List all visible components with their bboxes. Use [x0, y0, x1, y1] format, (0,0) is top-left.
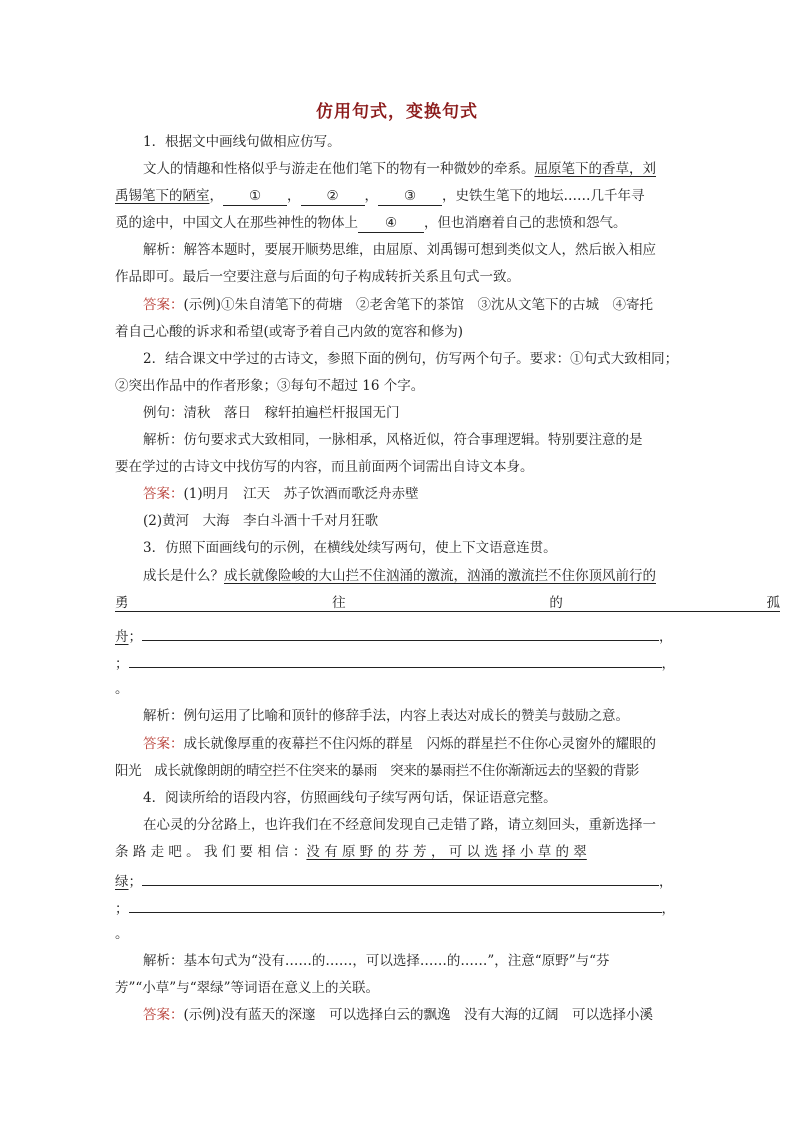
q1-text-line-1: 文人的情趣和性格似乎与游走在他们笔下的物有一种微妙的牵系。屈原笔下的香草，刘 [143, 161, 656, 177]
q1-analysis-1: 解析：解答本题时，要展开顺势思维，由屈原、刘禹锡可想到类似文人，然后嵌入相应 [143, 242, 656, 258]
q4-text-line-4: ； ， [115, 897, 680, 919]
q4-underlined-1: 没 有 原 野 的 芬 芳 ， 可 以 选 择 小 草 的 翠 [306, 844, 587, 860]
q4-analysis-1: 解析：基本句式为“没有……的……，可以选择……的……”，注意“原野”与“芬 [143, 953, 610, 969]
answer-label: 答案： [143, 486, 184, 502]
q1-underlined-2: 禹锡笔下的陋室 [115, 188, 210, 204]
q4-text-line-3: 绿； ， [115, 870, 680, 892]
q3-answer-blank-2[interactable] [129, 652, 662, 668]
q3-text-line-3: 舟； ， [115, 625, 680, 647]
q4-answer-blank-1[interactable] [142, 870, 659, 886]
q1-analysis-2: 作品即可。最后一空要注意与后面的句子构成转折关系且句式一致。 [115, 269, 520, 285]
q3-stem: 3．仿照下面画线句的示例，在横线处续写两句，使上下文语意连贯。 [143, 540, 557, 556]
q3-text-line-1: 成长是什么？成长就像险峻的大山拦不住汹涌的激流，汹涌的激流拦不住你顶风前行的 [143, 568, 656, 584]
q1-underlined-1: 屈原笔下的香草，刘 [534, 161, 656, 177]
q4-period: 。 [115, 926, 129, 942]
q1-blank-4[interactable]: ④ [358, 215, 424, 233]
page-title: 仿用句式，变换句式 [316, 102, 478, 122]
q1-blank-3[interactable]: ③ [378, 188, 442, 206]
q3-text-line-2: 勇 往 的 孤 [115, 595, 780, 611]
q3-underlined-2: 舟 [115, 629, 129, 645]
answer-label: 答案： [143, 736, 184, 752]
q3-underlined-1: 成长就像险峻的大山拦不住汹涌的激流，汹涌的激流拦不住你顶风前行的 [224, 568, 656, 584]
q3-answer-2: 阳光 成长就像朗朗的晴空拦不住突来的暴雨 突来的暴雨拦不住你渐渐远去的坚毅的背影 [115, 763, 639, 779]
q1-answer-2: 着自己心酸的诉求和希望(或寄予着自己内敛的宽容和修为) [115, 324, 464, 340]
q4-answer-1: 答案：(示例)没有蓝天的深邃 可以选择白云的飘逸 没有大海的辽阔 可以选择小溪 [143, 1007, 654, 1023]
q4-text-line-2: 条 路 走 吧 。 我 们 要 相 信 ：没 有 原 野 的 芬 芳 ， 可 以 选 择 小 草 的 翠 [115, 844, 587, 860]
q3-answer-blank-1[interactable] [142, 625, 659, 641]
q3-answer-1: 答案：成长就像厚重的夜幕拦不住闪烁的群星 闪烁的群星拦不住你心灵窗外的耀眼的 [143, 736, 656, 752]
answer-label: 答案： [143, 1007, 184, 1023]
q4-text-line-1: 在心灵的分岔路上，也许我们在不经意间发现自己走错了路，请立刻回头，重新选择一 [143, 817, 656, 833]
q3-analysis: 解析：例句运用了比喻和顶针的修辞手法，内容上表达对成长的赞美与鼓励之意。 [143, 708, 629, 724]
q2-analysis-2: 要在学过的古诗文中找仿写的内容，而且前面两个词需出自诗文本身。 [115, 459, 534, 475]
q4-underlined-2: 绿 [115, 874, 129, 890]
q4-answer-blank-2[interactable] [129, 897, 662, 913]
q4-stem: 4．阅读所给的语段内容，仿照画线句子续写两句话，保证语意完整。 [143, 790, 557, 806]
q3-text-line-4: ； ， [115, 652, 680, 674]
q4-analysis-2: 芳”“小草”与“翠绿”等词语在意义上的关联。 [115, 980, 380, 996]
q2-analysis-1: 解析：仿句要求式大致相同，一脉相承，风格近似，符合事理逻辑。特别要注意的是 [143, 432, 643, 448]
q1-blank-1[interactable]: ① [223, 188, 287, 206]
q2-stem-2: ②突出作品中的作者形象；③每句不超过 16 个字。 [115, 378, 425, 394]
q2-answer-1: 答案：(1)明月 江天 苏子饮酒而歌泛舟赤壁 [143, 486, 419, 502]
q2-answer-2: (2)黄河 大海 李白斗酒十千对月狂歌 [143, 513, 379, 529]
q1-stem: 1．根据文中画线句做相应仿写。 [143, 134, 341, 150]
q2-example: 例句：清秋 落日 稼轩拍遍栏杆报国无门 [143, 405, 400, 421]
q1-text-line-2: 禹锡笔下的陋室， ① ， ② ， ③ ，史铁生笔下的地坛……几千年寻 [115, 188, 645, 204]
answer-label: 答案： [143, 297, 184, 313]
q1-answer-1: 答案：(示例)①朱自清笔下的荷塘 ②老舍笔下的茶馆 ③沈从文笔下的古城 ④寄托 [143, 297, 654, 313]
q1-blank-2[interactable]: ② [301, 188, 365, 206]
q3-period: 。 [115, 681, 129, 697]
q2-stem-1: 2．结合课文中学过的古诗文，参照下面的例句，仿写两个句子。要求：①句式大致相同； [143, 351, 679, 367]
q1-text-line-3: 觅的途中，中国文人在那些神性的物体上 ④ ，但也消磨着自己的悲愤和怨气。 [115, 215, 627, 231]
